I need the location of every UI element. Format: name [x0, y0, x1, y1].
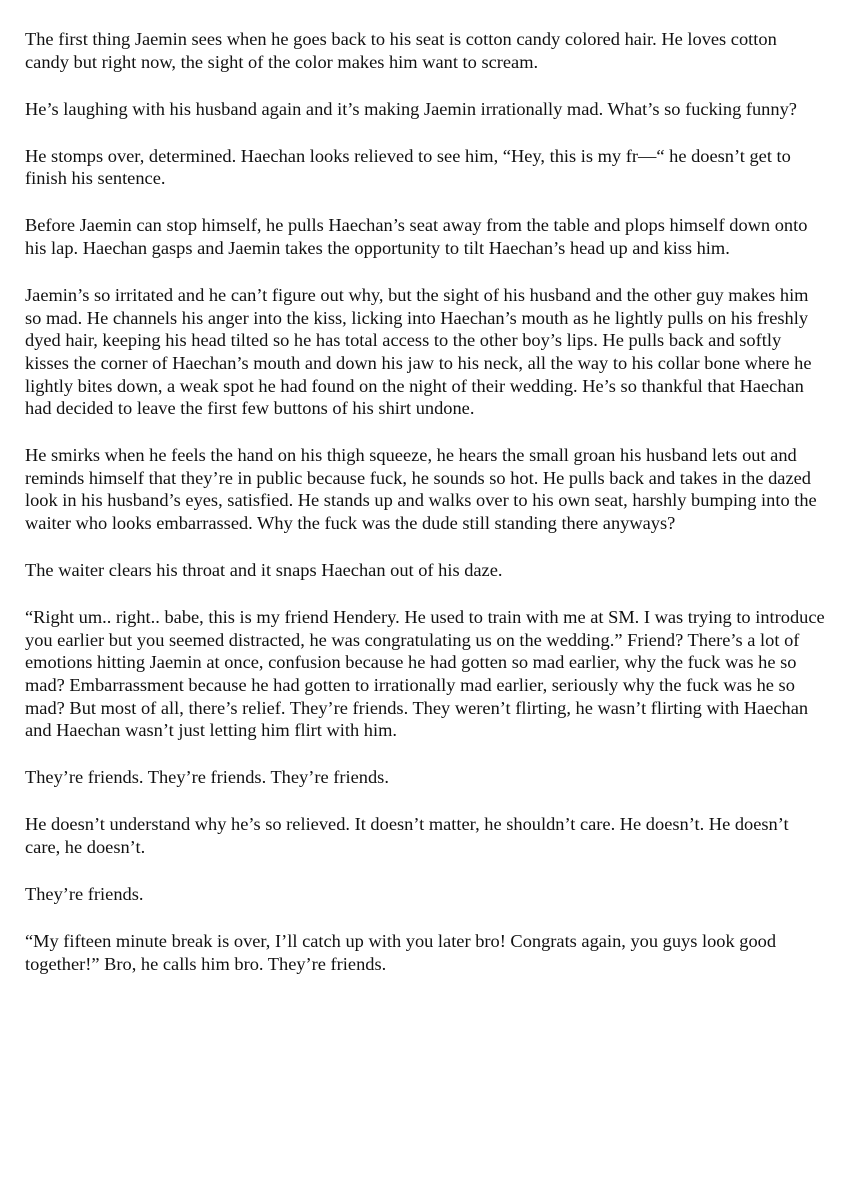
paragraph: He’s laughing with his husband again and it’s making Jaemin irrationally mad. What’s so fucking funny? [25, 98, 797, 119]
document-page [25, 28, 825, 1000]
paragraph: He doesn’t understand why he’s so relieved. It doesn’t matter, he shouldn’t care. He doesn’t. He doesn’t care, he doesn’t. [25, 814, 789, 857]
paragraph: Jaemin’s so irritated and he can’t figure out why, but the sight of his husband and the other guy makes him so mad. He channels his anger into the kiss, licking into Haechan’s mouth as he lightly pulls on his freshly dyed hair, keeping his head tilted so he has total access to the other boy’s lips. He pulls back and softly kisses the corner of Haechan’s mouth and down his jaw to his neck, all the way to his collar bone where he lightly bites down, a weak spot he had found on the night of their wedding. He’s so thankful that Haechan had decided to leave the first few buttons of his shirt undone. [25, 285, 812, 419]
paragraph: The first thing Jaemin sees when he goes back to his seat is cotton candy colored hair. He loves cotton candy but right now, the sight of the color makes him want to scream. [25, 29, 777, 72]
paragraph: “My fifteen minute break is over, I’ll catch up with you later bro! Congrats again, you guys look good together!” Bro, he calls him bro. They’re friends. [25, 931, 777, 974]
paragraph: He stomps over, determined. Haechan looks relieved to see him, “Hey, this is my fr—“ he doesn’t get to finish his sentence. [25, 145, 791, 189]
paragraph: He smirks when he feels the hand on his thigh squeeze, he hears the small groan his husband lets out and reminds himself that they’re in public because fuck, he sounds so hot. He pulls back and takes in the dazed look in his husband’s eyes, satisfied. He stands up and walks over to his own seat, harshly bumping into the waiter who looks embarrassed. Why the fuck was the dude still standing there anyways? [25, 445, 817, 533]
paragraph: They’re friends. [25, 884, 144, 905]
paragraph: Before Jaemin can stop himself, he pulls Haechan’s seat away from the table and plops himself down onto his lap. Haechan gasps and Jaemin takes the opportunity to tilt Haechan’s head up and kiss him. [25, 215, 808, 259]
paragraph: They’re friends. They’re friends. They’re friends. [25, 767, 389, 788]
paragraph: “Right um.. right.. babe, this is my friend Hendery. He used to train with me at SM. I was trying to introduce you earlier but you seemed distracted, he was congratulating us on the wedding.” Friend? There’s a lot of emotions hitting Jaemin at once, confusion because he had gotten so mad earlier, why the fuck was he so mad? Embarrassment because he had gotten to irrationally mad earlier, seriously why the fuck was he so mad? But most of all, there’s relief. They’re friends. They weren’t flirting, he wasn’t flirting with Haechan and Haechan wasn’t just letting him flirt with him. [25, 607, 825, 741]
paragraph: The waiter clears his throat and it snaps Haechan out of his daze. [25, 560, 503, 581]
